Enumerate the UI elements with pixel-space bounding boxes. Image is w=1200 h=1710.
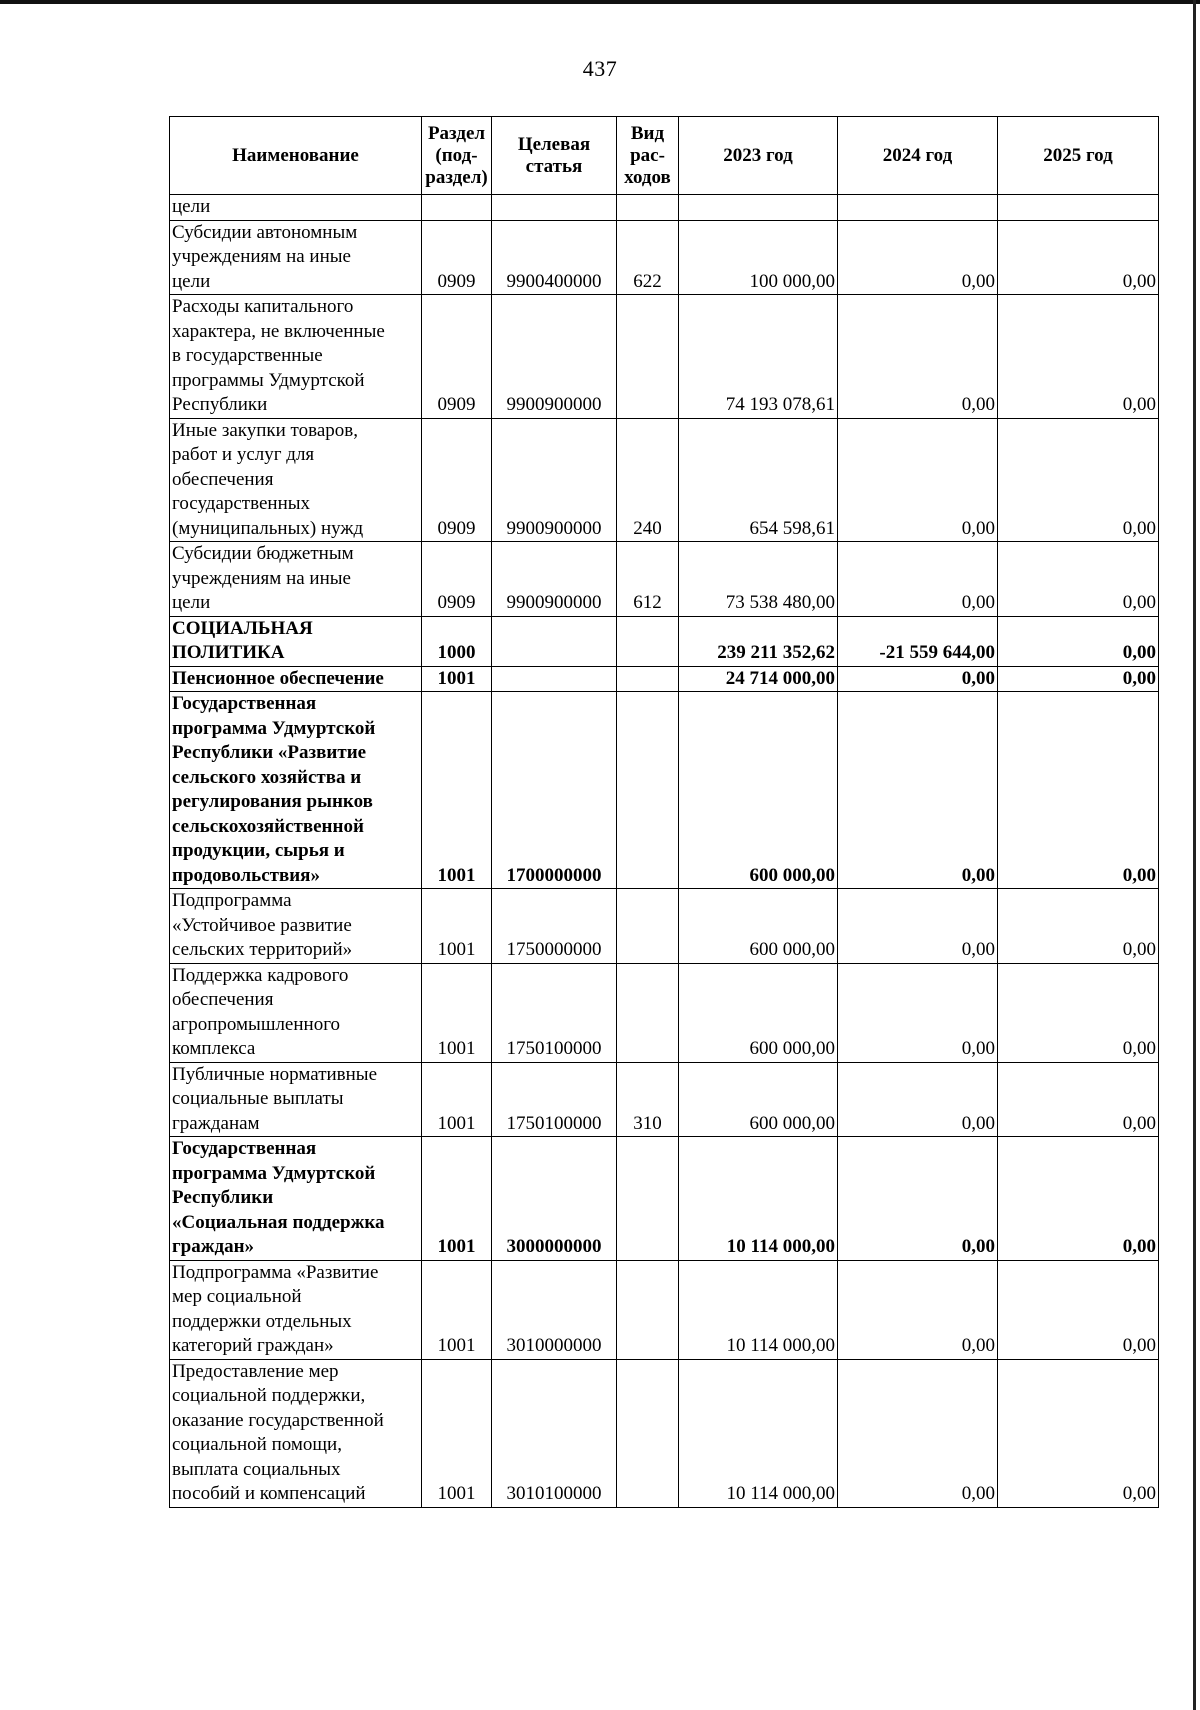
row-name-line: Республики «Развитие: [172, 742, 367, 763]
row-name-line: Субсидии автономным: [172, 221, 358, 243]
row-target: 3010000000: [492, 1260, 617, 1359]
row-amount-2025: 0,00: [998, 418, 1159, 542]
row-amount-2023: 10 114 000,00: [679, 1260, 838, 1359]
row-amount-2025: 0,00: [998, 542, 1159, 617]
row-amount-2023: 600 000,00: [679, 1062, 838, 1137]
row-amount-2025: 0,00: [998, 616, 1159, 666]
budget-table: [169, 116, 1159, 1508]
row-name-line: обеспечения: [172, 468, 274, 490]
header-expense-line: Вид: [630, 122, 665, 144]
row-target: 1750100000: [492, 963, 617, 1062]
row-expense: [617, 692, 679, 889]
row-section: 1001: [422, 692, 492, 889]
row-name-line: СОЦИАЛЬНАЯ: [172, 617, 313, 639]
row-name-line: сельских территорий»: [172, 939, 353, 960]
row-target: 9900400000: [492, 220, 617, 295]
row-amount-2025: 0,00: [998, 1260, 1159, 1359]
row-section: 0909: [422, 220, 492, 295]
table-row: [170, 542, 1159, 617]
row-name: [170, 542, 422, 617]
row-name-line: Подпрограмма «Развитие: [172, 1261, 379, 1283]
table-row: [170, 889, 1159, 964]
row-name-line: Расходы капитального: [172, 296, 354, 317]
row-expense: 310: [617, 1062, 679, 1137]
row-amount-2023: 654 598,61: [679, 418, 838, 542]
row-section: [422, 195, 492, 221]
table-row: [170, 220, 1159, 295]
header-expense-line: ходов: [624, 166, 671, 188]
row-target: [492, 195, 617, 221]
row-amount-2023: 73 538 480,00: [679, 542, 838, 617]
row-name-line: выплата социальных: [172, 1458, 341, 1480]
row-name-line: граждан»: [172, 1236, 255, 1257]
row-name-line: агропромышленного: [172, 1013, 341, 1035]
row-name: [170, 963, 422, 1062]
row-name-line: комплекса: [172, 1038, 256, 1059]
table-row: [170, 295, 1159, 419]
row-amount-2025: 0,00: [998, 692, 1159, 889]
row-amount-2024: 0,00: [838, 295, 998, 419]
table-row: [170, 616, 1159, 666]
row-name-line: «Устойчивое развитие: [172, 914, 352, 936]
row-name-line: программа Удмуртской: [172, 717, 376, 739]
row-name: [170, 616, 422, 666]
row-amount-2024: 0,00: [838, 692, 998, 889]
row-target: 1750100000: [492, 1062, 617, 1137]
row-amount-2025: 0,00: [998, 889, 1159, 964]
table-header-row: [170, 117, 1159, 195]
row-amount-2025: 0,00: [998, 295, 1159, 419]
row-expense: [617, 195, 679, 221]
page-number: 437: [582, 56, 618, 81]
row-section: 1001: [422, 1062, 492, 1137]
table-row: [170, 418, 1159, 542]
row-amount-2023: 24 714 000,00: [679, 666, 838, 692]
row-amount-2023: 10 114 000,00: [679, 1359, 838, 1507]
row-name: [170, 220, 422, 295]
row-name-line: оказание государственной: [172, 1409, 384, 1431]
row-section: 0909: [422, 542, 492, 617]
row-name: [170, 1260, 422, 1359]
row-amount-2023: 600 000,00: [679, 692, 838, 889]
header-2025: 2025 год: [998, 117, 1159, 195]
row-name-line: социальные выплаты: [172, 1088, 344, 1109]
row-amount-2024: 0,00: [838, 542, 998, 617]
row-amount-2023: 600 000,00: [679, 963, 838, 1062]
row-name-line: обеспечения: [172, 989, 274, 1010]
row-section: 0909: [422, 295, 492, 419]
row-name-line: Поддержка кадрового: [172, 964, 349, 986]
row-amount-2023: 100 000,00: [679, 220, 838, 295]
row-name-line: продовольствия»: [172, 864, 320, 886]
row-amount-2024: 0,00: [838, 1062, 998, 1137]
row-name-line: Государственная: [172, 693, 317, 714]
row-expense: [617, 963, 679, 1062]
row-name: [170, 418, 422, 542]
row-expense: 612: [617, 542, 679, 617]
row-name: [170, 195, 422, 221]
row-expense: 622: [617, 220, 679, 295]
row-expense: [617, 1137, 679, 1261]
row-name-line: учреждениям на иные: [172, 246, 351, 267]
row-name-line: Республики: [172, 1187, 274, 1208]
row-amount-2025: 0,00: [998, 1062, 1159, 1137]
row-name-line: Государственная: [172, 1138, 317, 1159]
row-amount-2023: 600 000,00: [679, 889, 838, 964]
row-name-line: «Социальная поддержка: [172, 1211, 385, 1233]
row-name-line: Субсидии бюджетным: [172, 543, 354, 564]
table-row: [170, 666, 1159, 692]
row-name: [170, 692, 422, 889]
row-name-line: сельскохозяйственной: [172, 815, 364, 837]
scan-edge-right: [1193, 0, 1196, 1710]
row-name-line: работ и услуг для: [172, 444, 315, 465]
table-row: [170, 1137, 1159, 1261]
row-target: 9900900000: [492, 418, 617, 542]
row-target: 3000000000: [492, 1137, 617, 1261]
table-row: [170, 963, 1159, 1062]
row-target: 1750000000: [492, 889, 617, 964]
table-body: [170, 195, 1159, 1508]
row-amount-2023: [679, 195, 838, 221]
row-name-line: категорий граждан»: [172, 1335, 334, 1356]
header-section: [422, 117, 492, 195]
row-section: 1001: [422, 889, 492, 964]
row-expense: [617, 666, 679, 692]
row-amount-2023: 10 114 000,00: [679, 1137, 838, 1261]
row-target: 1700000000: [492, 692, 617, 889]
row-amount-2023: 239 211 352,62: [679, 616, 838, 666]
row-name-line: (муниципальных) нужд: [172, 517, 364, 539]
header-2023: 2023 год: [679, 117, 838, 195]
row-name-line: Иные закупки товаров,: [172, 419, 358, 441]
row-name-line: ПОЛИТИКА: [172, 642, 285, 663]
header-expense-line: рас-: [630, 144, 665, 166]
row-amount-2024: 0,00: [838, 220, 998, 295]
row-name: [170, 1062, 422, 1137]
row-name-line: гражданам: [172, 1112, 260, 1134]
row-expense: [617, 889, 679, 964]
table-row: [170, 692, 1159, 889]
row-expense: [617, 1359, 679, 1507]
row-amount-2024: [838, 195, 998, 221]
row-name-line: Подпрограмма: [172, 890, 292, 911]
table-row: [170, 1260, 1159, 1359]
row-name-line: Республики: [172, 394, 268, 415]
row-target: 3010100000: [492, 1359, 617, 1507]
row-amount-2024: -21 559 644,00: [838, 616, 998, 666]
header-section-line: Раздел: [427, 122, 486, 144]
row-target: 9900900000: [492, 295, 617, 419]
row-amount-2024: 0,00: [838, 666, 998, 692]
row-expense: 240: [617, 418, 679, 542]
row-amount-2024: 0,00: [838, 1359, 998, 1507]
row-name: [170, 666, 422, 692]
row-expense: [617, 616, 679, 666]
scan-edge-top: [0, 0, 1200, 4]
table-row: [170, 195, 1159, 221]
row-amount-2024: 0,00: [838, 1137, 998, 1261]
row-name-line: программа Удмуртской: [172, 1162, 376, 1184]
header-target: [492, 117, 617, 195]
row-target: [492, 616, 617, 666]
row-target: 9900900000: [492, 542, 617, 617]
row-name-line: Публичные нормативные: [172, 1063, 378, 1085]
row-amount-2025: 0,00: [998, 1137, 1159, 1261]
row-section: 1001: [422, 1260, 492, 1359]
row-amount-2024: 0,00: [838, 1260, 998, 1359]
row-section: 1001: [422, 1137, 492, 1261]
row-amount-2023: 74 193 078,61: [679, 295, 838, 419]
row-name-line: продукции, сырья и: [172, 840, 345, 861]
row-name-line: социальной поддержки,: [172, 1385, 366, 1406]
row-name-line: поддержки отдельных: [172, 1310, 352, 1332]
row-name-line: государственных: [172, 493, 311, 514]
row-section: 1001: [422, 666, 492, 692]
row-name-line: цели: [172, 592, 211, 613]
row-name-line: сельского хозяйства и: [172, 766, 362, 788]
row-amount-2024: 0,00: [838, 963, 998, 1062]
header-target-line: Целевая: [517, 133, 591, 155]
header-name: Наименование: [170, 117, 422, 195]
row-amount-2025: [998, 195, 1159, 221]
row-name-line: социальной помощи,: [172, 1434, 342, 1455]
row-amount-2024: 0,00: [838, 889, 998, 964]
row-name-line: пособий и компенсаций: [172, 1483, 366, 1504]
row-section: 0909: [422, 418, 492, 542]
row-name: [170, 1359, 422, 1507]
row-expense: [617, 1260, 679, 1359]
row-expense: [617, 295, 679, 419]
row-section: 1001: [422, 1359, 492, 1507]
header-2024: 2024 год: [838, 117, 998, 195]
row-name-line: характера, не включенные: [172, 320, 385, 342]
header-expense: [617, 117, 679, 195]
row-target: [492, 666, 617, 692]
header-target-line: статья: [525, 155, 583, 177]
row-amount-2025: 0,00: [998, 963, 1159, 1062]
row-name-line: программы Удмуртской: [172, 369, 365, 391]
row-amount-2025: 0,00: [998, 220, 1159, 295]
header-section-line: (под-: [435, 144, 478, 166]
table-row: [170, 1062, 1159, 1137]
row-section: 1000: [422, 616, 492, 666]
header-section-line: раздел): [425, 166, 488, 188]
row-amount-2025: 0,00: [998, 1359, 1159, 1507]
row-amount-2025: 0,00: [998, 666, 1159, 692]
row-name: [170, 295, 422, 419]
row-name: [170, 1137, 422, 1261]
row-name-line: цели: [172, 196, 211, 217]
row-name-line: Предоставление мер: [172, 1360, 339, 1382]
row-name-line: цели: [172, 270, 211, 292]
row-name-line: Пенсионное обеспечение: [172, 667, 384, 689]
row-amount-2024: 0,00: [838, 418, 998, 542]
row-name-line: регулирования рынков: [172, 791, 373, 812]
row-name-line: учреждениям на иные: [172, 567, 351, 589]
table-row: [170, 1359, 1159, 1507]
row-name: [170, 889, 422, 964]
row-name-line: в государственные: [172, 345, 323, 366]
row-name-line: мер социальной: [172, 1286, 302, 1307]
row-section: 1001: [422, 963, 492, 1062]
